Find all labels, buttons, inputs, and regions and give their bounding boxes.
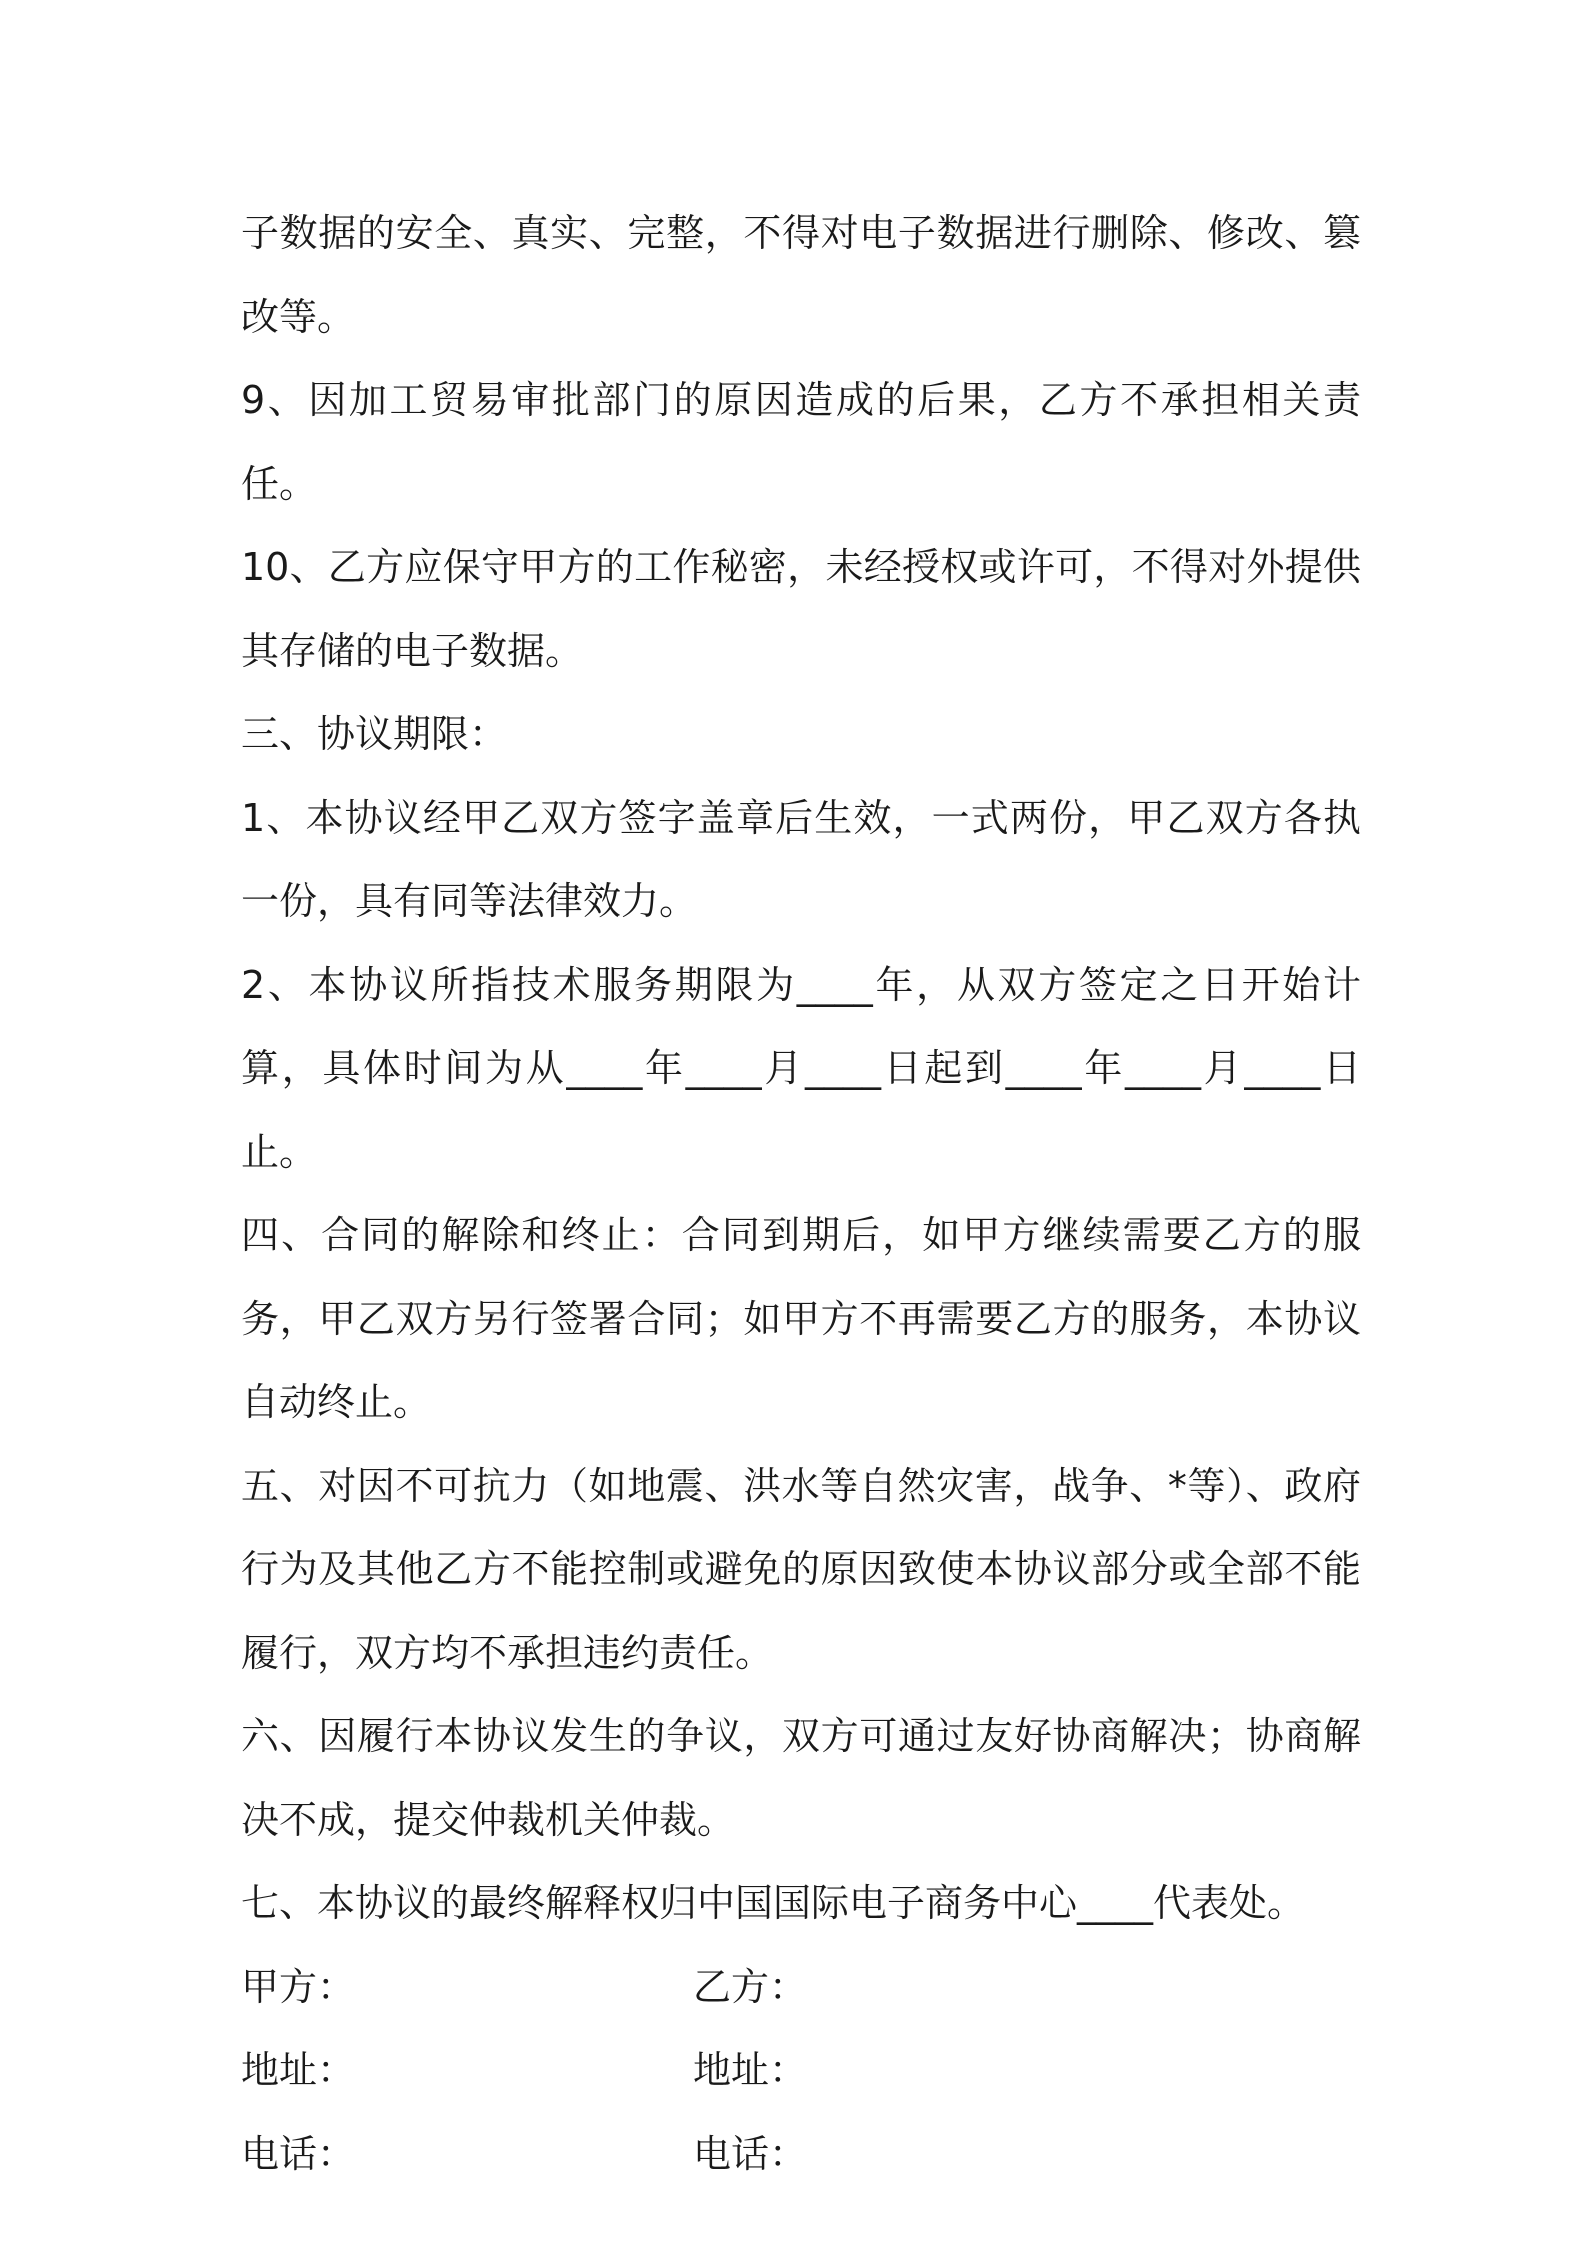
party-a-label: 甲方： xyxy=(241,1964,356,2009)
party-b-address-label: 地址： xyxy=(693,2048,808,2092)
party-a-phone-label: 电话： xyxy=(241,2131,356,2176)
paragraph-term-2: 2、本协议所指技术服务期限为____年，从双方签定之日开始计算，具体时间为从____年____月____日起到____年____月____日止。 xyxy=(241,962,1361,1174)
paragraph-interpretation: 七、本协议的最终解释权归中国国际电子商务中心____代表处。 xyxy=(241,1881,1306,1925)
section-heading-term: 三、协议期限： xyxy=(241,712,508,756)
document-body xyxy=(241,192,1361,2196)
party-b-label: 乙方： xyxy=(693,1964,808,2009)
party-a-address-label: 地址： xyxy=(241,2048,356,2092)
paragraph-data-integrity: 子数据的安全、真实、完整，不得对电子数据进行删除、修改、篡改等。 xyxy=(241,211,1361,339)
party-b-phone-label: 电话： xyxy=(693,2131,808,2176)
signature-row-phone xyxy=(241,2113,1361,2197)
paragraph-term-1: 1、本协议经甲乙双方签字盖章后生效，一式两份，甲乙双方各执一份，具有同等法律效力。 xyxy=(241,795,1361,923)
signature-row-party xyxy=(241,1946,1361,2030)
paragraph-dispute: 六、因履行本协议发生的争议，双方可通过友好协商解决；协商解决不成，提交仲裁机关仲裁。 xyxy=(241,1714,1361,1842)
paragraph-clause-9: 9、因加工贸易审批部门的原因造成的后果，乙方不承担相关责任。 xyxy=(241,378,1361,506)
paragraph-clause-10: 10、乙方应保守甲方的工作秘密，未经授权或许可，不得对外提供其存储的电子数据。 xyxy=(241,545,1361,673)
paragraph-termination: 四、合同的解除和终止：合同到期后，如甲方继续需要乙方的服务，甲乙双方另行签署合同；如甲方不再需要乙方的服务，本协议自动终止。 xyxy=(241,1213,1361,1424)
paragraph-force-majeure: 五、对因不可抗力（如地震、洪水等自然灾害，战争、*等）、政府行为及其他乙方不能控制或避免的原因致使本协议部分或全部不能履行，双方均不承担违约责任。 xyxy=(241,1463,1361,1675)
signature-row-address xyxy=(241,2029,1361,2113)
